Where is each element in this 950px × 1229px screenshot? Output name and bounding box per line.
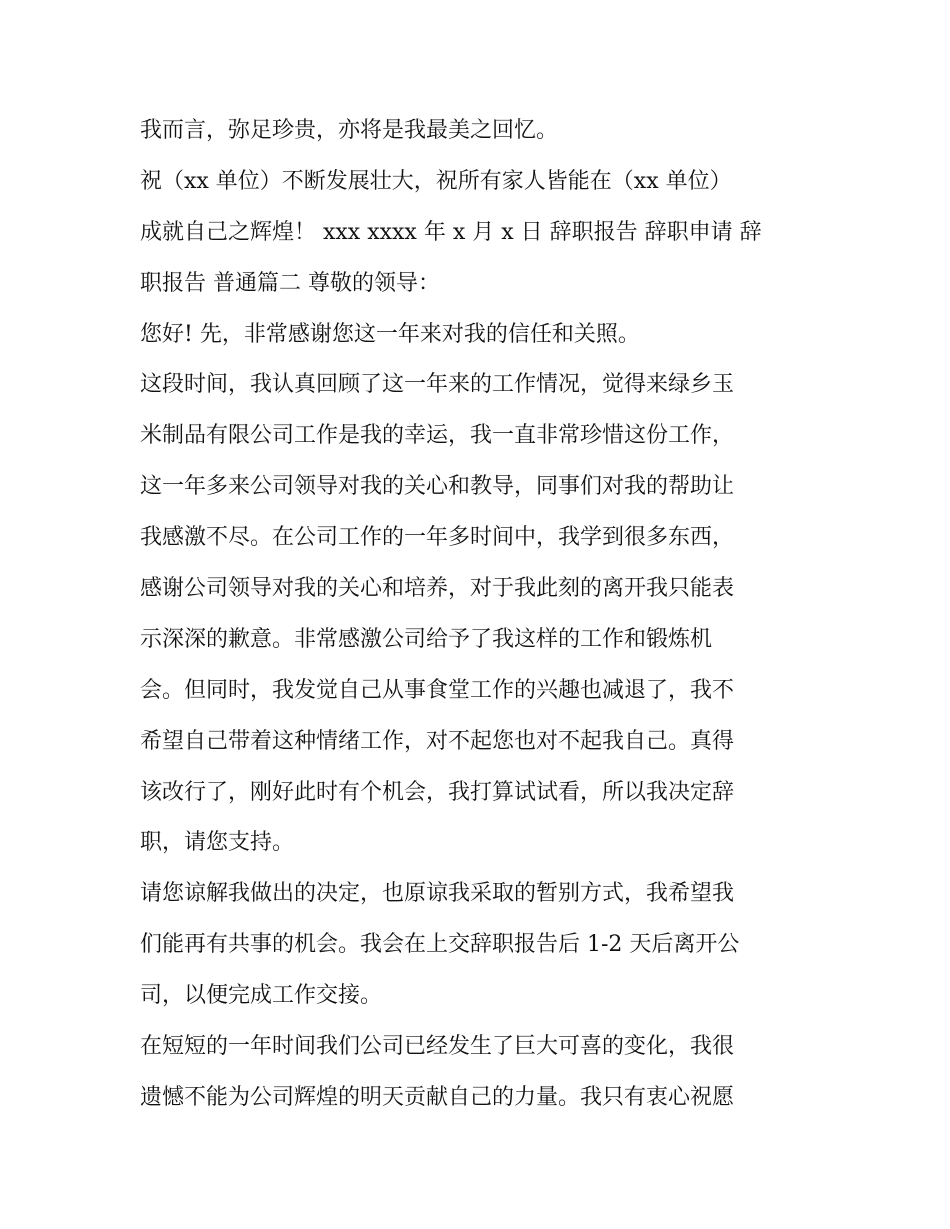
text-line: 请您谅解我做出的决定，也原谅我采取的暂别方式，我希望我 xyxy=(140,881,735,907)
text-line: 这段时间，我认真回顾了这一年来的工作情况，觉得来绿乡玉 xyxy=(140,372,735,398)
text-line: 感谢公司领导对我的关心和培养，对于我此刻的离开我只能表 xyxy=(140,576,735,602)
text-line: 们能再有共事的机会。我会在上交辞职报告后 1-2 天后离开公 xyxy=(140,932,740,958)
text-line: 在短短的一年时间我们公司已经发生了巨大可喜的变化，我很 xyxy=(140,1034,735,1060)
text-line: 您好! 先，非常感谢您这一年来对我的信任和关照。 xyxy=(140,321,640,347)
text-line: 职报告 普通篇二 尊敬的领导： xyxy=(140,270,440,296)
text-line: 职，请您支持。 xyxy=(140,830,295,856)
text-line: 希望自己带着这种情绪工作，对不起您也对不起我自己。真得 xyxy=(140,728,735,754)
text-line: 遗憾不能为公司辉煌的明天贡献自己的力量。我只有衷心祝愿 xyxy=(140,1084,735,1110)
text-line: 祝（xx 单位）不断发展壮大，祝所有家人皆能在（xx 单位） xyxy=(140,168,732,194)
text-line: 该改行了，刚好此时有个机会，我打算试试看，所以我决定辞 xyxy=(140,779,735,805)
text-line: 成就自己之辉煌！ xxx xxxx 年 x 月 x 日 辞职报告 辞职申请 辞 xyxy=(140,219,762,245)
text-line: 我而言，弥足珍贵，亦将是我最美之回忆。 xyxy=(140,118,559,143)
text-line: 我感激不尽。在公司工作的一年多时间中，我学到很多东西， xyxy=(140,525,735,551)
text-line: 示深深的歉意。非常感激公司给予了我这样的工作和锻炼机 xyxy=(140,626,713,652)
document-body xyxy=(140,106,820,1124)
text-line: 这一年多来公司领导对我的关心和教导，同事们对我的帮助让 xyxy=(140,474,735,500)
text-line: 米制品有限公司工作是我的幸运，我一直非常珍惜这份工作， xyxy=(140,423,735,449)
text-line: 会。但同时，我发觉自己从事食堂工作的兴趣也减退了，我不 xyxy=(140,677,735,703)
text-line: 司，以便完成工作交接。 xyxy=(140,983,383,1009)
